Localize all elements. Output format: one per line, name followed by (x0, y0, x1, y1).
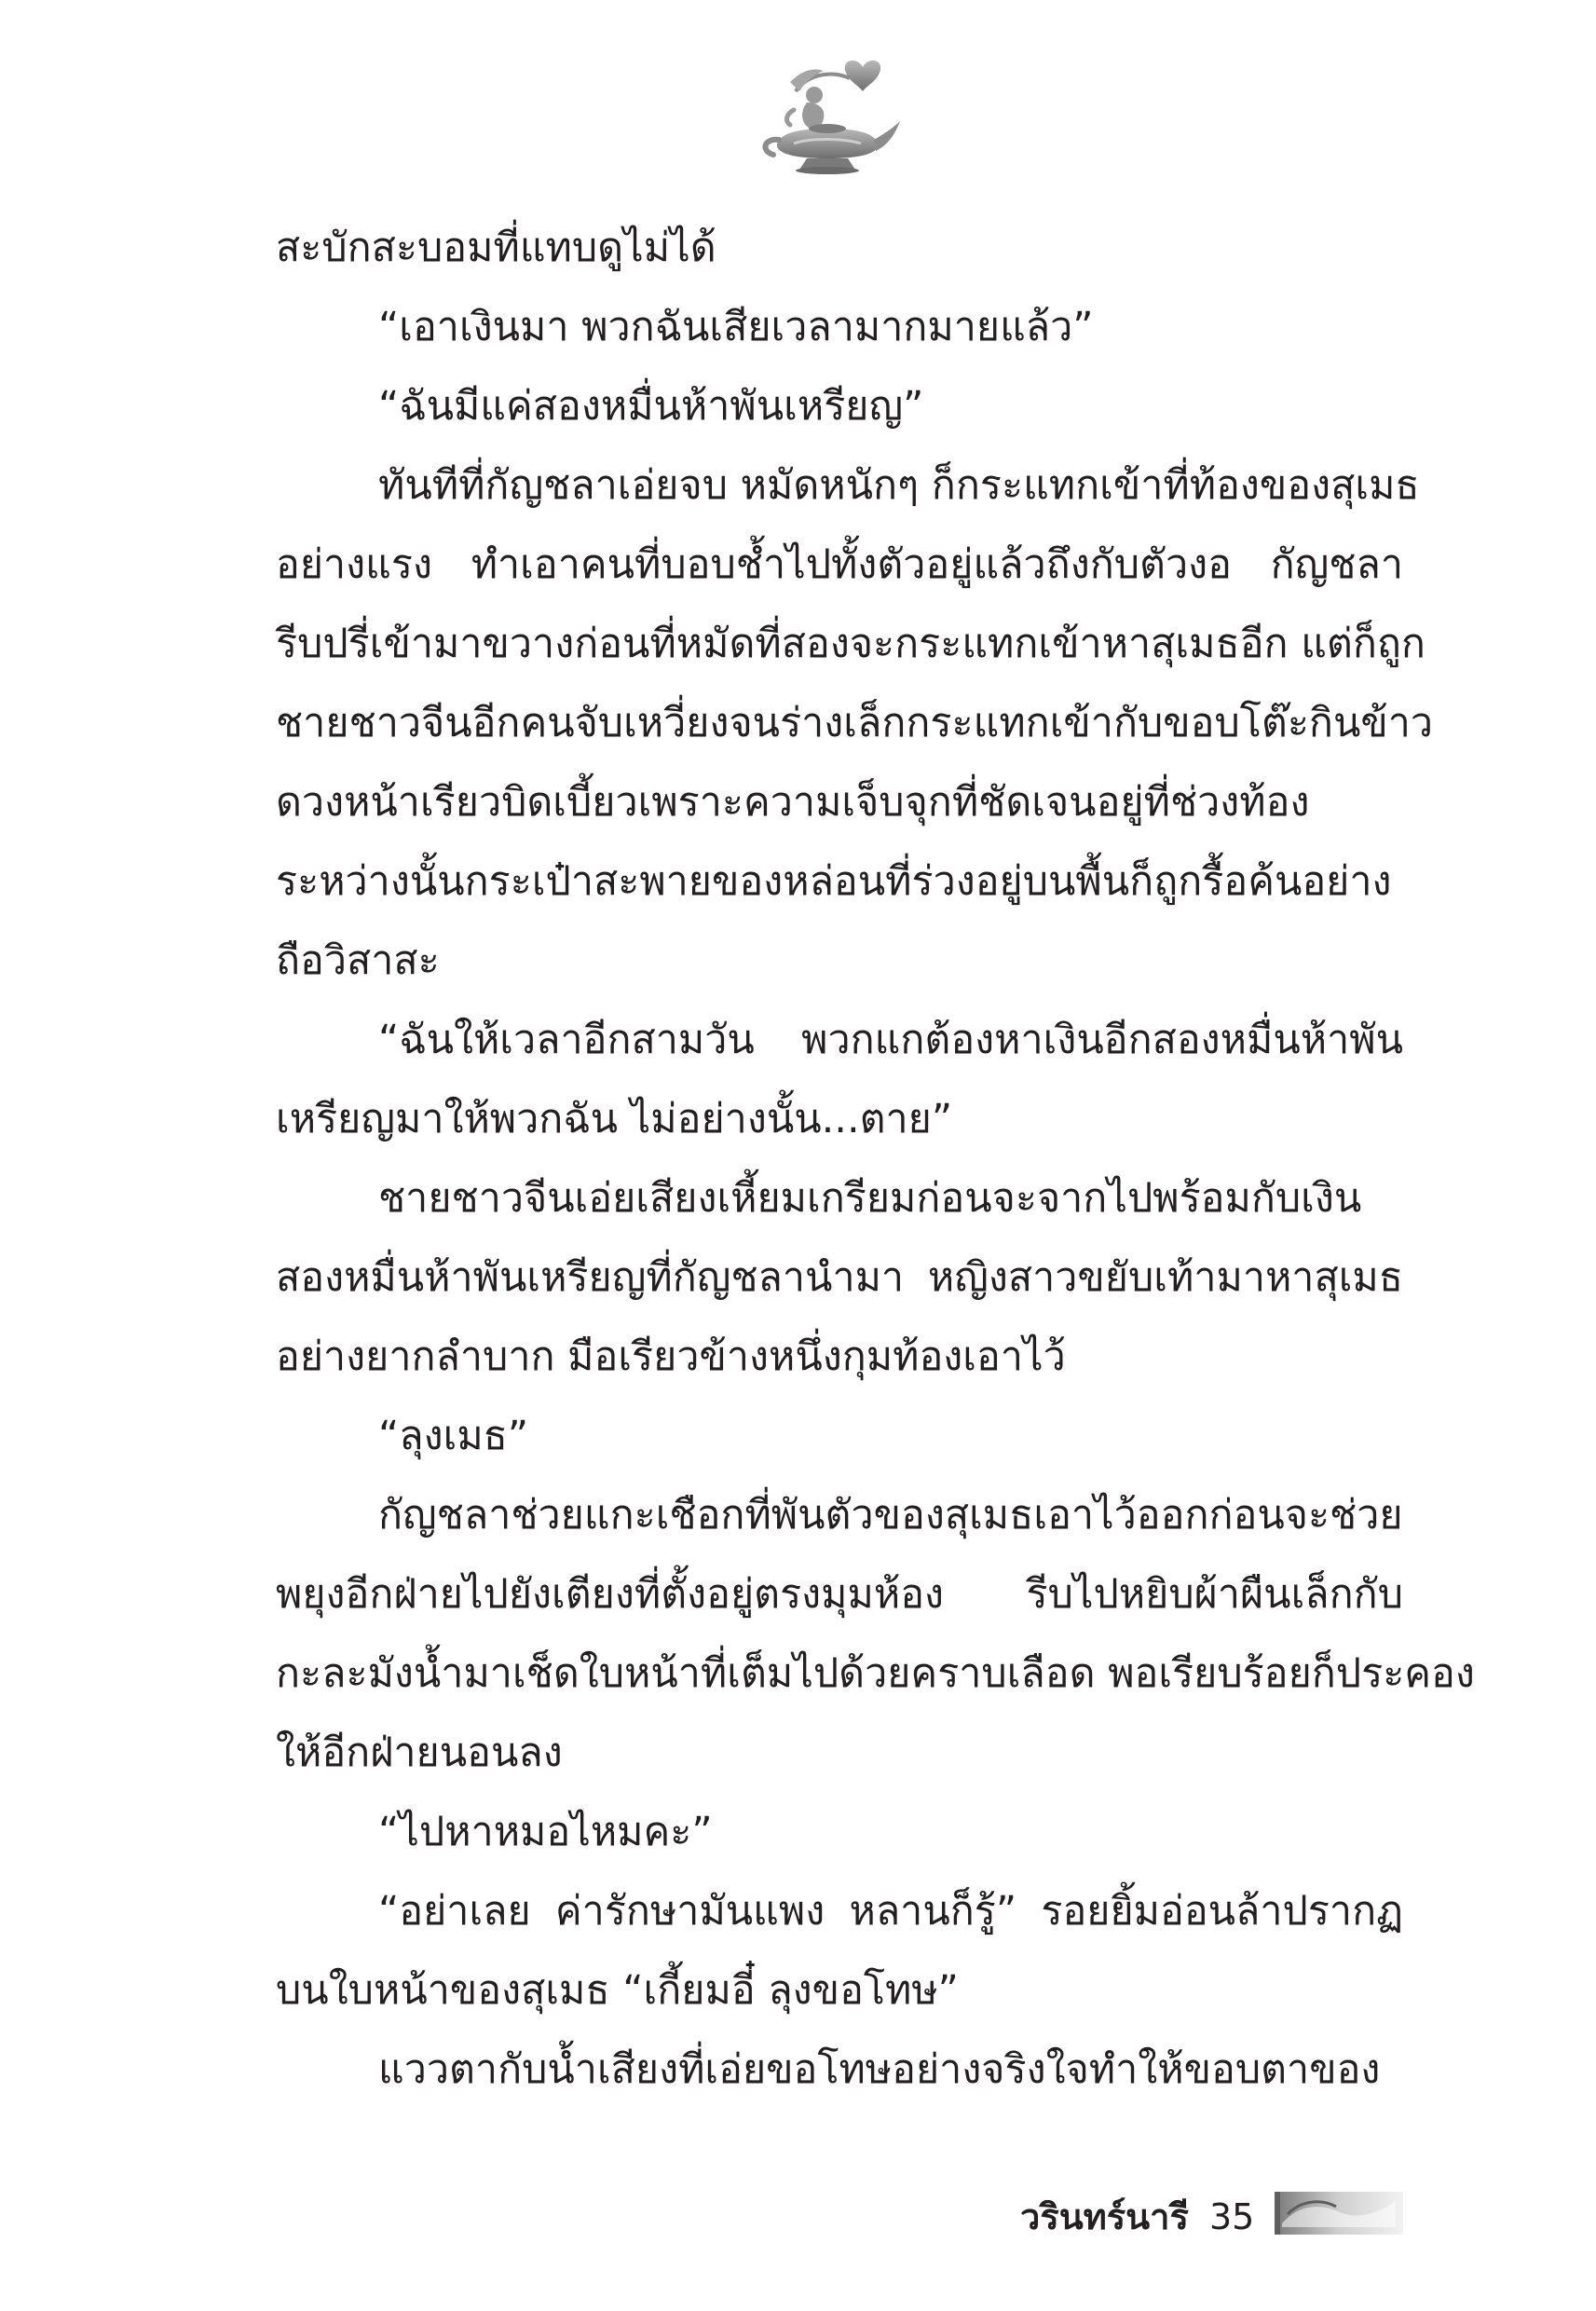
text-line: ให้อีกฝ่ายนอนลง (276, 1730, 563, 1776)
text-line: รีบปรี่เข้ามาขวางก่อนที่หมัดที่สองจะกระแทกเข้าหาสุเมธอีก แต่ก็ถูก (276, 621, 1425, 667)
footer-decoration-icon (1275, 2186, 1403, 2240)
text-line: ถือวิสาสะ (276, 937, 440, 984)
text-line: กะละมังน้ำมาเช็ดใบหน้าที่เต็มไปด้วยคราบเลือด พอเรียบร้อยก็ประคอง (276, 1650, 1475, 1697)
dialogue-line: “เอาเงินมา พวกฉันเสียเวลามากมายแล้ว” (378, 304, 1094, 350)
text-line: อย่างยากลำบาก มือเรียวข้างหนึ่งกุมท้องเอาไว้ (276, 1333, 1066, 1380)
dialogue-line: “ลุงเมธ” (378, 1413, 529, 1459)
text-line: แววตากับน้ำเสียงที่เอ่ยขอโทษอย่างจริงใจทำให้ขอบตาของ (378, 2046, 1381, 2093)
text-line: ทันทีที่กัญชลาเอ่ยจบ หมัดหนักๆ ก็กระแทกเข้าที่ท้องของสุเมธ (378, 462, 1420, 509)
footer-book-title: วรินทร์นารี (1020, 2196, 1189, 2237)
text-line: ดวงหน้าเรียวบิดเบี้ยวเพราะความเจ็บจุกที่ชัดเจนอยู่ที่ช่วงท้อง (276, 779, 1310, 826)
dialogue-line: “ฉันให้เวลาอีกสามวัน พวกแกต้องหาเงินอีกสองหมื่นห้าพัน (378, 1017, 1403, 1063)
text-line: ระหว่างนั้นกระเป๋าสะพายของหล่อนที่ร่วงอยู่บนพื้นก็ถูกรื้อค้นอย่าง (276, 858, 1392, 905)
text-line: บนใบหน้าของสุเมธ “เกี้ยมอี๋ ลุงขอโทษ” (276, 1967, 959, 2014)
page-number: 35 (1209, 2196, 1255, 2237)
text-line: ชายชาวจีนอีกคนจับเหวี่ยงจนร่างเล็กกระแทกเข้ากับขอบโต๊ะกินข้าว (276, 700, 1434, 746)
dialogue-line: “อย่าเลย ค่ารักษามันแพง หลานก็รู้” รอยยิ้มอ่อนล้าปรากฏ (378, 1888, 1403, 1935)
text-line: อย่างแรง ทำเอาคนที่บอบช้ำไปทั้งตัวอยู่แล้วถึงกับตัวงอ กัญชลา (276, 541, 1403, 588)
dialogue-line: “ฉันมีแค่สองหมื่นห้าพันเหรียญ” (378, 383, 924, 430)
text-line: สองหมื่นห้าพันเหรียญที่กัญชลานำมา หญิงสาวขยับเท้ามาหาสุเมธ (276, 1254, 1403, 1301)
text-line: กัญชลาช่วยแกะเชือกที่พันตัวของสุเมธเอาไว้ออกก่อนจะช่วย (378, 1492, 1403, 1538)
text-line: พยุงอีกฝ่ายไปยังเตียงที่ตั้งอยู่ตรงมุมห้อง รีบไปหยิบผ้าผืนเล็กกับ (276, 1571, 1403, 1618)
dialogue-line: เหรียญมาให้พวกฉัน ไม่อย่างนั้น...ตาย” (276, 1096, 953, 1142)
text-line: ชายชาวจีนเอ่ยเสียงเหี้ยมเกรียมก่อนจะจากไปพร้อมกับเงิน (378, 1175, 1362, 1222)
dialogue-line: “ไปหาหมอไหมคะ” (378, 1809, 713, 1855)
text-line: สะบักสะบอมที่แทบดูไม่ได้ (276, 225, 716, 271)
